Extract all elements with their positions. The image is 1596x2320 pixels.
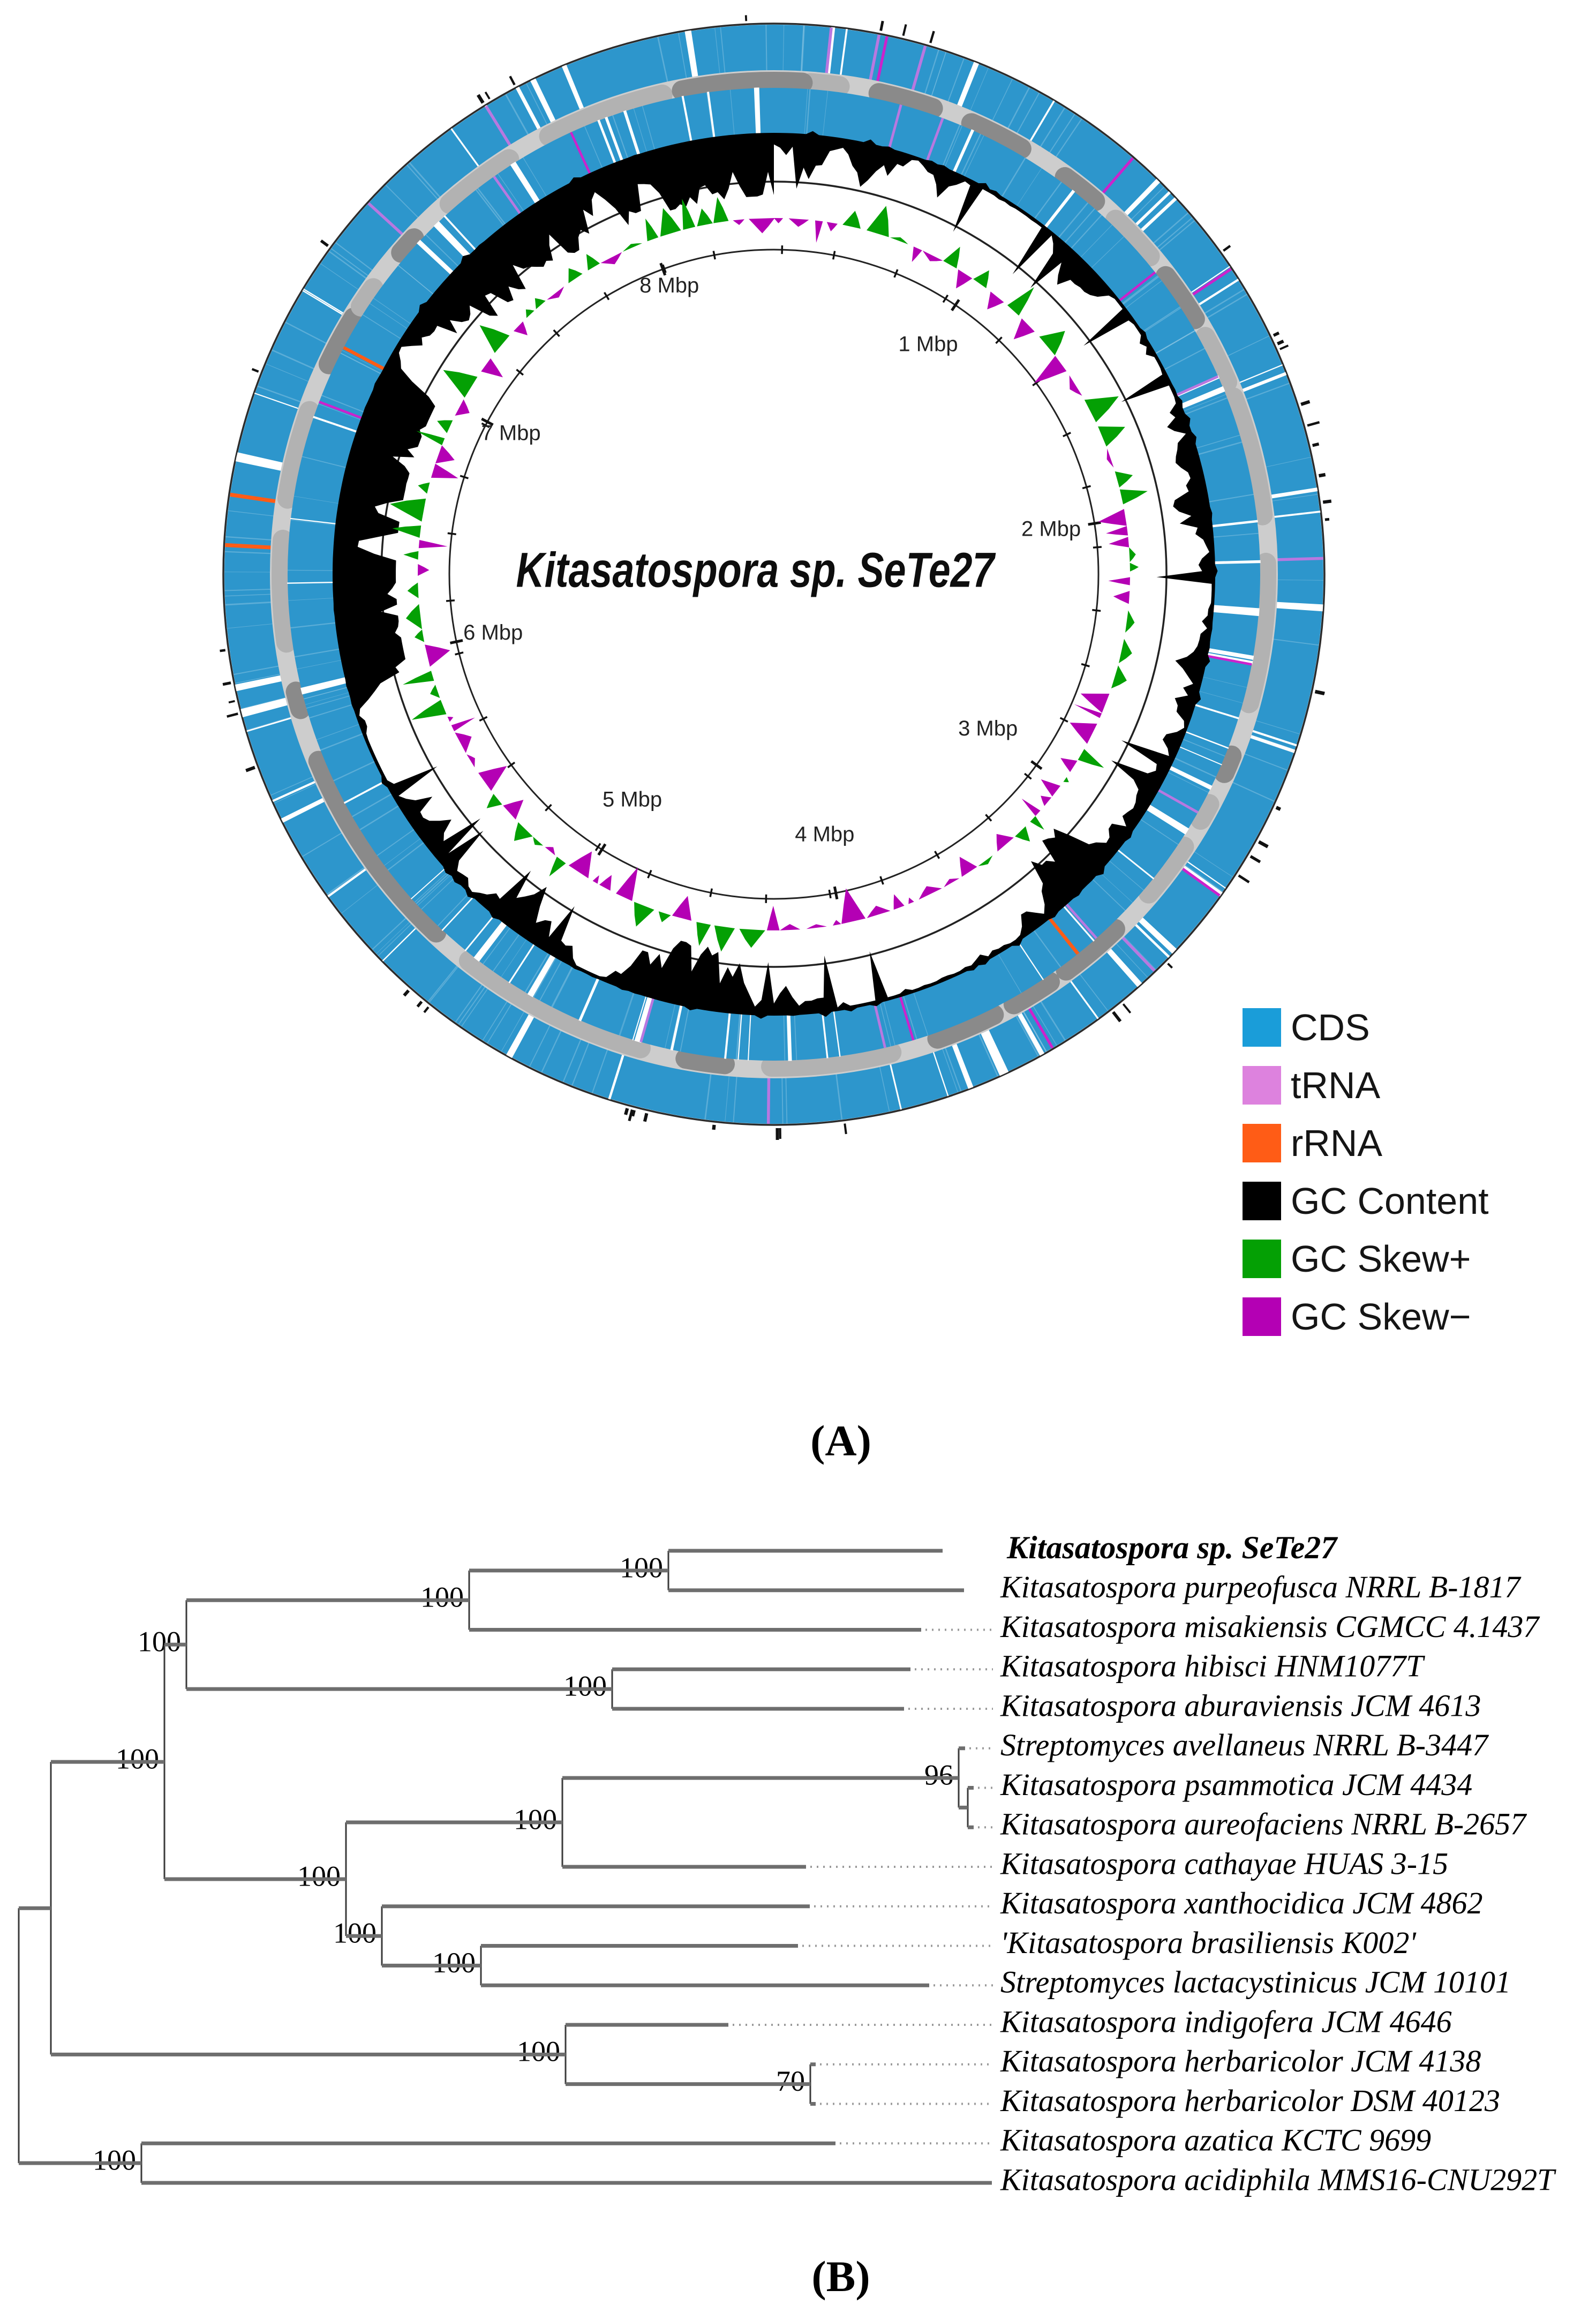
ruler-tick	[1277, 341, 1283, 344]
trna-feature	[1137, 953, 1139, 955]
legend-swatch-icon	[1243, 1297, 1281, 1336]
feature-sliver	[1135, 287, 1137, 289]
feature-sliver	[341, 409, 342, 411]
mbp-label: 4 Mbp	[795, 822, 855, 846]
gc-skew-plus-spike	[1007, 287, 1034, 316]
gc-skew-plus-spike	[418, 483, 430, 494]
taxon-label: 'Kitasatospora brasiliensis K002'	[1000, 1925, 1416, 1960]
gc-skew-minus-spike	[503, 800, 523, 820]
bootstrap-value: 100	[432, 1946, 476, 1979]
feature-sliver	[881, 59, 884, 60]
ruler-tick	[645, 1113, 647, 1121]
ruler-tick	[1301, 402, 1309, 404]
ruler-tick	[713, 251, 715, 259]
panel-b-label: (B)	[811, 2252, 870, 2301]
rrna-feature	[1062, 934, 1064, 936]
gc-skew-plus-spike	[713, 197, 728, 223]
gc-skew-plus-spike	[514, 822, 533, 841]
ruler-tick-major	[1088, 522, 1101, 524]
trna-feature	[893, 127, 896, 128]
gc-skew-plus-spike	[412, 700, 447, 720]
bootstrap-value: 100	[517, 2035, 560, 2068]
bootstrap-value: 100	[138, 1625, 181, 1658]
rrna-feature	[253, 496, 254, 500]
gc-skew-minus-spike	[455, 733, 471, 753]
ruler-tick	[1168, 964, 1172, 968]
ruler-tick	[510, 76, 514, 85]
gc-skew-plus-spike	[1129, 547, 1136, 562]
ruler-tick	[904, 25, 906, 36]
gc-skew-plus-spike	[569, 268, 583, 283]
gc-skew-minus-spike	[1041, 796, 1051, 806]
bootstrap-value: 100	[297, 1860, 341, 1893]
ruler-tick-major	[834, 887, 837, 899]
feature-sliver	[1117, 175, 1119, 177]
ruler-tick	[1251, 857, 1260, 862]
gc-skew-minus-spike	[733, 219, 744, 225]
gc-skew-minus-spike	[448, 717, 454, 722]
gc-skew-minus-spike	[478, 766, 507, 791]
ruler-tick	[1276, 807, 1281, 809]
gc-skew-plus-spike	[1098, 426, 1125, 446]
gc-skew-plus-spike	[1015, 826, 1030, 841]
ruler-tick	[227, 714, 238, 716]
gc-skew-minus-spike	[616, 867, 638, 901]
genome-map-title: Kitasatospora sp. SeTe27	[516, 543, 995, 598]
gc-skew-plus-spike	[623, 243, 642, 252]
gc-skew-minus-spike	[425, 644, 450, 666]
ruler-tick	[424, 1007, 428, 1012]
gc-skew-plus-spike	[526, 310, 534, 318]
gc-skew-minus-spike	[435, 445, 455, 463]
bootstrap-value: 100	[563, 1670, 607, 1702]
mbp-label: 2 Mbp	[1021, 517, 1081, 541]
taxon-label: Kitasatospora herbaricolor JCM 4138	[1000, 2044, 1481, 2079]
ruler-tick	[485, 92, 490, 99]
bootstrap-value: 100	[514, 1803, 557, 1836]
gc-skew-plus-spike	[415, 629, 424, 642]
gc-skew-plus-spike	[890, 237, 908, 244]
taxon-label: Kitasatospora aureofaciens NRRL B-2657	[1000, 1806, 1526, 1842]
gc-skew-plus-spike	[535, 298, 546, 309]
gc-skew-minus-spike	[1109, 537, 1129, 547]
gc-skew-plus-spike	[1085, 396, 1119, 422]
gc-skew-plus-spike	[973, 271, 989, 288]
bootstrap-value: 70	[776, 2065, 805, 2098]
mbp-label: 6 Mbp	[463, 621, 523, 645]
gc-skew-minus-spike	[466, 754, 475, 767]
gc-skew-minus-spike	[1107, 448, 1114, 467]
gc-skew-minus-spike	[894, 894, 905, 910]
gc-skew-plus-spike	[1120, 490, 1148, 505]
gc-skew-minus-spike	[908, 898, 914, 904]
taxon-label: Kitasatospora acidiphila MMS16-CNU292T	[1000, 2162, 1555, 2197]
gc-skew-plus-spike	[430, 685, 440, 698]
bootstrap-value: 100	[116, 1743, 159, 1775]
legend-swatch-icon	[1243, 1124, 1281, 1162]
gc-skew-plus-spike	[645, 219, 658, 241]
ruler-tick	[1082, 486, 1090, 488]
gc-skew-plus-spike	[696, 922, 711, 946]
gc-skew-minus-spike	[451, 718, 475, 732]
gc-skew-minus-spike	[815, 220, 823, 243]
trna-feature	[878, 1024, 881, 1025]
gc-skew-minus-spike	[789, 219, 809, 227]
phylogenetic-tree	[19, 1530, 1556, 2197]
gc-skew-minus-spike	[833, 920, 841, 926]
gc-skew-plus-spike	[437, 421, 453, 433]
gc-skew-minus-spike	[923, 251, 943, 261]
taxon-label: Kitasatospora xanthocidica JCM 4862	[1000, 1886, 1483, 1921]
ruler-tick	[1123, 1004, 1130, 1013]
ruler-tick	[1325, 519, 1329, 520]
gc-skew-plus-spike	[659, 911, 671, 922]
mbp-label: 8 Mbp	[639, 273, 699, 297]
legend-swatch-icon	[1243, 1008, 1281, 1047]
legend-item	[1243, 1288, 1489, 1346]
gc-skew-minus-spike	[1106, 526, 1128, 536]
gc-skew-minus-spike	[912, 246, 922, 262]
trna-feature	[1080, 919, 1082, 921]
gc-skew-minus-spike	[807, 924, 827, 929]
contig-arrow	[282, 540, 287, 642]
trna-feature	[507, 196, 509, 197]
gc-skew-minus-spike	[919, 886, 942, 899]
ruler-tick	[746, 15, 747, 21]
gc-skew-plus-spike	[549, 857, 566, 876]
gc-skew-minus-spike	[1034, 356, 1066, 383]
gc-skew-plus-spike	[1115, 471, 1133, 487]
ruler-tick	[508, 762, 515, 767]
ruler-tick	[1092, 610, 1101, 611]
ruler-tick	[1081, 664, 1089, 666]
ruler-tick	[418, 1002, 422, 1007]
bootstrap-value: 100	[620, 1551, 663, 1584]
ruler-tick	[881, 21, 883, 31]
ruler-tick	[460, 476, 468, 478]
gc-skew-minus-spike	[867, 906, 891, 918]
gc-skew-minus-spike	[672, 896, 691, 920]
contig-arrow	[1201, 804, 1209, 820]
gc-skew-minus-spike	[997, 834, 1014, 852]
gc-skew-minus-spike	[545, 847, 555, 855]
genome-map-legend	[1243, 998, 1489, 1346]
gc-skew-plus-spike	[406, 604, 422, 629]
taxon-label: Kitasatospora cathayae HUAS 3-15	[1000, 1846, 1449, 1881]
taxon-label: Kitasatospora sp. SeTe27	[1007, 1529, 1337, 1565]
ruler-tick	[1319, 475, 1326, 476]
trna-feature	[497, 125, 500, 127]
gc-skew-plus-spike	[1030, 816, 1044, 830]
gc-skew-minus-spike	[547, 287, 564, 300]
gc-skew-plus-spike	[1078, 749, 1104, 768]
legend-label: rRNA	[1291, 1122, 1383, 1164]
ruler-tick	[710, 889, 712, 897]
gc-skew-minus-spike	[1014, 318, 1035, 339]
gc-skew-plus-spike	[443, 370, 477, 398]
ruler-tick	[448, 533, 456, 534]
ruler-tick	[845, 1124, 846, 1134]
gc-skew-minus-spike	[944, 879, 959, 888]
panel-a-label: (A)	[810, 1416, 871, 1465]
ruler-tick	[1323, 501, 1331, 502]
gc-skew-minus-spike	[569, 851, 592, 878]
feature-sliver	[1040, 1027, 1042, 1028]
ruler-tick	[246, 767, 255, 770]
legend-label: GC Skew−	[1291, 1296, 1471, 1338]
ruler-tick	[229, 701, 235, 703]
ruler-tick	[829, 890, 831, 898]
gc-skew-minus-spike	[987, 291, 1004, 309]
ruler-tick	[1239, 875, 1249, 882]
taxon-label: Streptomyces lactacystinicus JCM 10101	[1000, 1964, 1511, 2000]
legend-swatch-icon	[1243, 1240, 1281, 1278]
ruler-tick	[321, 241, 328, 246]
gc-skew-plus-spike	[682, 199, 695, 230]
contig-arrow	[1224, 756, 1231, 773]
gc-skew-plus-spike	[634, 902, 654, 927]
contig-arrow	[296, 692, 301, 709]
feature-sliver	[1200, 881, 1201, 883]
legend-label: GC Skew+	[1291, 1238, 1471, 1280]
ruler-tick	[633, 1110, 635, 1116]
feature-sliver	[1210, 281, 1212, 283]
trna-feature	[933, 140, 936, 141]
ruler-tick	[1259, 842, 1268, 846]
trna-feature	[1195, 385, 1196, 387]
ruler-tick-major	[1032, 761, 1042, 769]
gc-skew-minus-spike	[827, 222, 838, 231]
gc-skew-minus-spike	[599, 875, 612, 891]
gc-skew-minus-spike	[514, 321, 528, 335]
legend-label: GC Content	[1291, 1180, 1489, 1222]
gc-skew-minus-spike	[841, 888, 865, 924]
bootstrap-value: 96	[924, 1759, 953, 1791]
gc-skew-minus-spike	[774, 218, 783, 223]
ruler-tick-major	[952, 300, 959, 311]
legend-label: tRNA	[1291, 1064, 1381, 1106]
gc-skew-minus-spike	[455, 400, 469, 416]
legend-item	[1243, 1230, 1489, 1288]
mbp-label: 7 Mbp	[481, 421, 541, 445]
mbp-label: 1 Mbp	[898, 332, 958, 356]
taxon-label: Kitasatospora indigofera JCM 4646	[1000, 2004, 1452, 2039]
gc-skew-plus-spike	[586, 254, 600, 271]
gc-skew-plus-spike	[867, 206, 889, 237]
gc-skew-minus-spike	[1113, 591, 1130, 604]
ruler-tick-major	[450, 640, 463, 643]
rrna-feature	[364, 357, 366, 361]
ruler-tick	[252, 369, 259, 372]
gc-skew-plus-spike	[1130, 563, 1139, 572]
legend-item	[1243, 998, 1489, 1056]
gc-skew-minus-spike	[960, 857, 977, 877]
gc-skew-minus-spike	[1108, 577, 1130, 585]
gc-skew-plus-spike	[1125, 610, 1134, 633]
legend-swatch-icon	[1243, 1066, 1281, 1105]
ruler-tick	[220, 650, 225, 651]
gc-skew-plus-spike	[739, 929, 765, 948]
gc-skew-minus-spike	[600, 252, 622, 265]
gc-skew-minus-spike	[419, 540, 448, 548]
gc-skew-minus-spike	[1098, 509, 1127, 525]
ruler-tick	[1113, 1012, 1120, 1021]
gc-skew-minus-spike	[593, 875, 599, 884]
feature-sliver	[1228, 659, 1229, 661]
gc-skew-plus-spike	[714, 926, 735, 952]
contig-arrow	[686, 1058, 725, 1064]
ruler-tick	[943, 295, 947, 303]
ruler-tick	[833, 251, 835, 260]
trna-feature	[385, 218, 387, 220]
gc-skew-minus-spike	[780, 924, 800, 930]
ruler-tick	[930, 31, 933, 43]
ruler-tick	[1313, 444, 1319, 446]
mbp-label: 5 Mbp	[602, 787, 663, 812]
bootstrap-value: 100	[93, 2144, 136, 2176]
gc-skew-minus-spike	[956, 269, 972, 288]
taxon-label: Kitasatospora aburaviensis JCM 4613	[1000, 1688, 1481, 1723]
ruler-tick	[1307, 422, 1320, 425]
gc-skew-minus-spike	[1070, 376, 1082, 396]
gc-skew-plus-spike	[1063, 777, 1068, 783]
gc-skew-plus-spike	[697, 208, 712, 226]
gc-skew-plus-spike	[403, 551, 418, 560]
ruler-tick	[446, 600, 455, 601]
gc-skew-minus-spike	[481, 358, 503, 377]
taxon-label: Streptomyces avellaneus NRRL B-3447	[1000, 1728, 1488, 1763]
legend-item	[1243, 1056, 1489, 1114]
ruler-tick	[629, 1110, 633, 1121]
gc-skew-plus-spike	[1119, 639, 1132, 663]
ruler-tick	[223, 683, 231, 685]
trna-feature	[1176, 799, 1177, 801]
gc-skew-plus-spike	[487, 794, 502, 808]
feature-sliver	[580, 154, 582, 155]
gc-skew-plus-spike	[408, 583, 419, 598]
bootstrap-value: 100	[333, 1917, 377, 1949]
gc-skew-minus-spike	[1060, 758, 1077, 772]
gc-skew-plus-spike	[978, 855, 993, 866]
taxon-label: Kitasatospora hibisci HNM1077T	[1000, 1648, 1424, 1684]
gc-skew-plus-spike	[479, 325, 509, 353]
ruler-tick	[404, 990, 409, 995]
taxon-label: Kitasatospora purpeofusca NRRL B-1817	[1000, 1570, 1520, 1605]
gc-skew-minus-spike	[431, 464, 458, 478]
gc-skew-minus-spike	[767, 906, 780, 930]
ruler-tick	[1274, 333, 1279, 335]
gc-skew-minus-spike	[418, 564, 429, 576]
gc-skew-plus-spike	[943, 247, 960, 269]
gc-skew-plus-spike	[403, 671, 434, 685]
taxon-label: Kitasatospora psammotica JCM 4434	[1000, 1767, 1473, 1802]
gc-skew-minus-spike	[1041, 779, 1060, 797]
trna-feature	[646, 1018, 649, 1019]
gc-skew-plus-spike	[842, 211, 861, 229]
ruler-tick	[455, 652, 464, 655]
gc-skew-plus-spike	[1111, 665, 1127, 688]
bootstrap-value: 100	[420, 1581, 464, 1613]
gc-skew-plus-spike	[1039, 331, 1065, 356]
contig-arrow	[810, 83, 840, 86]
gc-skew-plus-spike	[533, 837, 543, 846]
trna-feature	[917, 68, 920, 69]
mbp-label: 3 Mbp	[958, 716, 1018, 740]
ruler-tick	[1280, 346, 1289, 349]
ruler-tick	[596, 844, 600, 851]
gc-skew-plus-spike	[390, 499, 426, 522]
gc-skew-minus-spike	[1070, 723, 1097, 744]
taxon-label: Kitasatospora herbaricolor DSM 40123	[1000, 2083, 1500, 2118]
legend-swatch-icon	[1243, 1182, 1281, 1220]
taxon-label: Kitasatospora misakiensis CGMCC 4.1437	[1000, 1609, 1539, 1644]
ruler-tick	[1223, 246, 1230, 251]
gc-skew-plus-spike	[660, 208, 681, 236]
legend-item	[1243, 1172, 1489, 1230]
gc-skew-minus-spike	[1022, 799, 1041, 816]
gc-skew-minus-spike	[749, 218, 775, 233]
ruler-tick	[626, 1108, 627, 1115]
legend-item	[1243, 1114, 1489, 1172]
taxon-label: Kitasatospora azatica KCTC 9699	[1000, 2122, 1432, 2158]
ruler-tick	[478, 95, 483, 103]
legend-label: CDS	[1291, 1007, 1370, 1048]
